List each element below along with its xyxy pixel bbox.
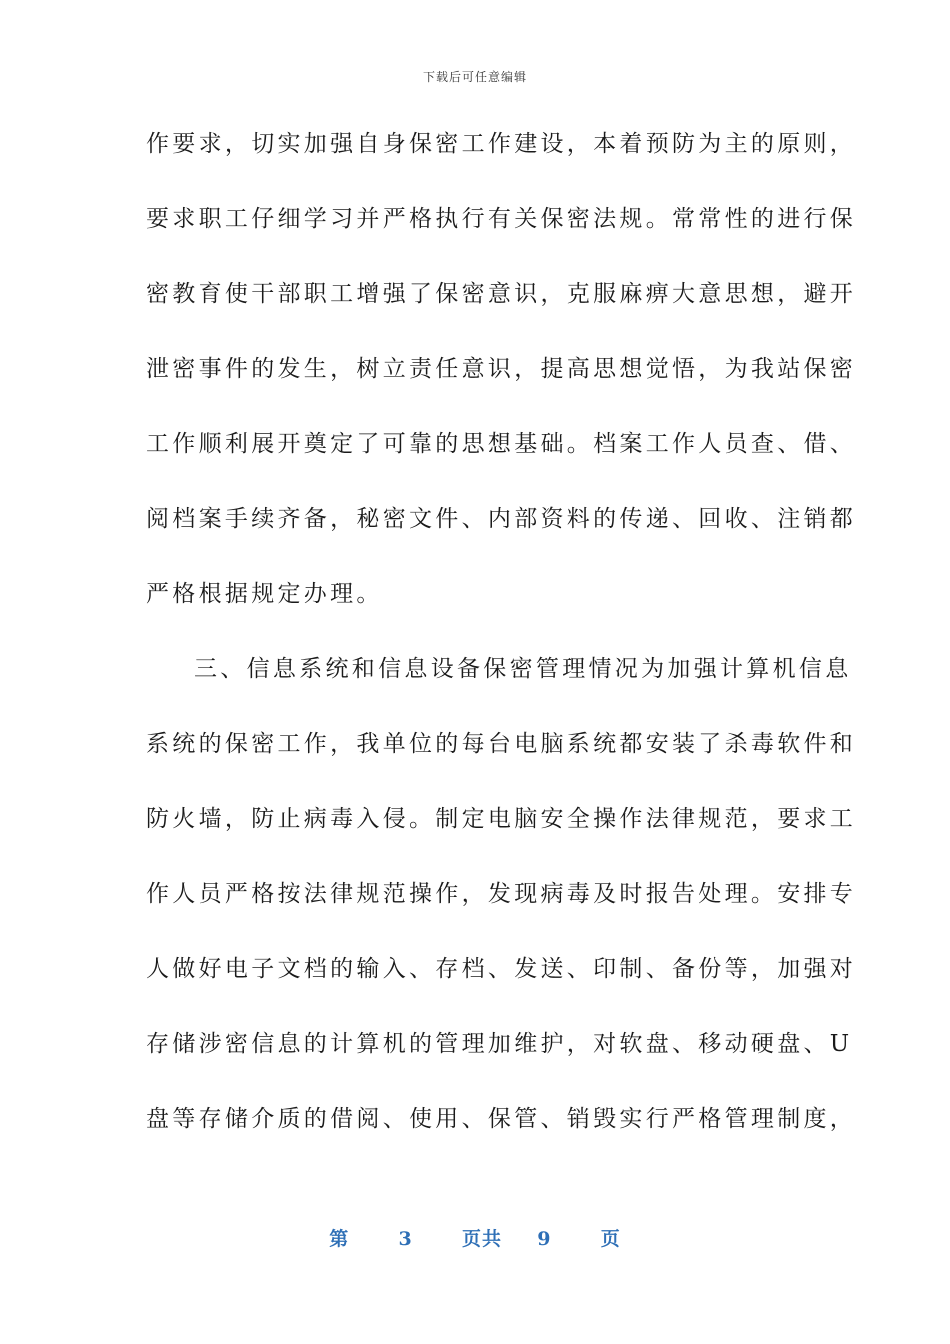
- text-line: 严格根据规定办理。: [146, 581, 383, 607]
- text-line: 密教育使干部职工增强了保密意识，克服麻痹大意思想，避开: [146, 281, 857, 307]
- text-line: 作人员严格按法律规范操作，发现病毒及时报告处理。安排专: [146, 881, 857, 907]
- footer-prefix: 第: [329, 1228, 350, 1250]
- text-line: 防火墙，防止病毒入侵。制定电脑安全操作法律规范，要求工: [146, 806, 857, 832]
- text-line: 人做好电子文档的输入、存档、发送、印制、备份等，加强对: [146, 956, 857, 982]
- section-heading-line: 三、信息系统和信息设备保密管理情况为加强计算机信息: [194, 656, 852, 682]
- text-line: 工作顺利展开奠定了可靠的思想基础。档案工作人员查、借、: [146, 431, 857, 457]
- text-line: 系统的保密工作，我单位的每台电脑系统都安装了杀毒软件和: [146, 731, 857, 757]
- text-line: 盘等存储介质的借阅、使用、保管、销毁实行严格管理制度，: [146, 1106, 857, 1132]
- text-line: 作要求，切实加强自身保密工作建设，本着预防为主的原则，: [146, 131, 857, 157]
- text-line: 要求职工仔细学习并严格执行有关保密法规。常常性的进行保: [146, 206, 857, 232]
- page-number-footer: [0, 1224, 950, 1251]
- total-page-number: 9: [537, 1228, 552, 1250]
- download-edit-note: 下载后可任意编辑: [422, 70, 527, 84]
- text-line: 存储涉密信息的计算机的管理加维护，对软盘、移动硬盘、U: [146, 1031, 853, 1057]
- current-page-number: 3: [398, 1228, 413, 1250]
- text-line: 阅档案手续齐备，秘密文件、内部资料的传递、回收、注销都: [146, 506, 857, 532]
- text-line: 泄密事件的发生，树立责任意识，提高思想觉悟，为我站保密: [146, 356, 857, 382]
- footer-middle: 页共: [461, 1228, 502, 1250]
- document-body: [146, 122, 857, 1172]
- footer-suffix: 页: [600, 1228, 621, 1250]
